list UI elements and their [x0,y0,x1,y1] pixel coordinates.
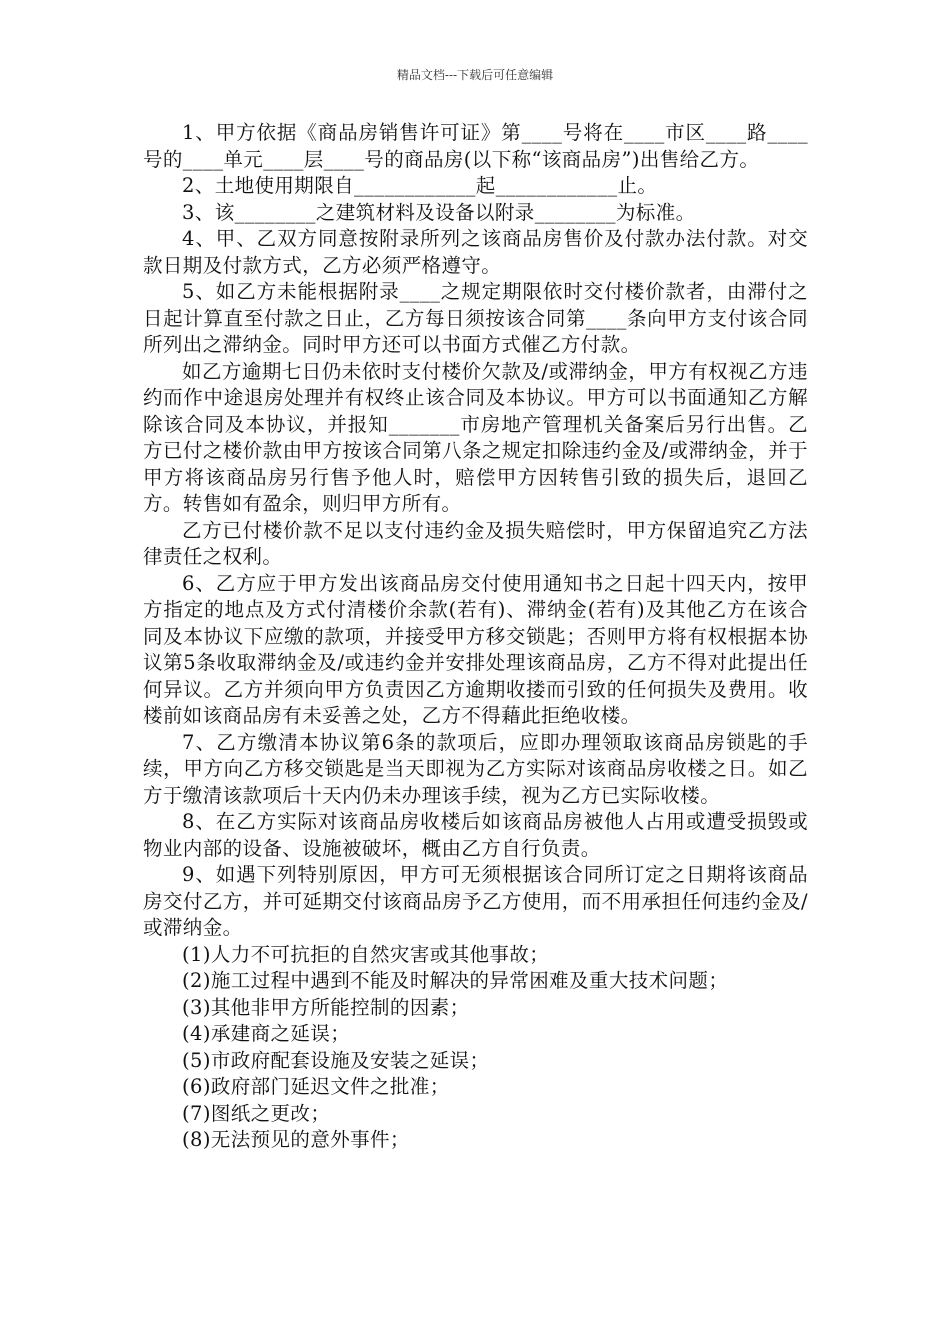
list-item-8: (8)无法预见的意外事件； [182,1128,410,1151]
clause-5-paragraph-2: 如乙方逾期七日仍未依时支付楼价欠款及/或滞纳金，甲方有权视乙方违约而作中途退房处理并有权终止该合同及本协议。甲方可以书面通知乙方解除该合同及本协议，并报知_______市房地产管理机关备案后另行出售。乙方已付之楼价款由甲方按该合同第八条之规定扣除违约金及/或滞纳金，并于甲方将该商品房另行售予他人时，赔偿甲方因转售引致的损失后，退回乙方。转售如有盈余，则归甲方所有。 [143,359,808,515]
list-item-1: (1)人力不可抗拒的自然灾害或其他事故； [182,942,550,966]
page-header: 精品文档---下载后可任意编辑 [396,68,554,82]
list-item-2: (2)施工过程中遇到不能及时解决的异常困难及重大技术问题； [182,969,729,992]
clause-5-paragraph-3: 乙方已付楼价款不足以支付违约金及损失赔偿时，甲方保留追究乙方法律责任之权利。 [143,518,808,568]
list-item-3: (3)其他非甲方所能控制的因素； [182,995,470,1019]
document-body [143,120,808,1154]
clause-8: 8、在乙方实际对该商品房收楼后如该商品房被他人占用或遭受损毁或物业内部的设备、设施被破坏，概由乙方自行负责。 [143,810,808,860]
clause-9: 9、如遇下列特别原因，甲方可无须根据该合同所订定之日期将该商品房交付乙方，并可延期交付该商品房予乙方使用，而不用承担任何违约金及/或滞纳金。 [143,863,808,939]
list-item-6: (6)政府部门延迟文件之批准； [182,1075,450,1098]
clause-7: 7、乙方缴清本协议第6条的款项后，应即办理领取该商品房锁匙的手续，甲方向乙方移交锁匙是当天即视为乙方实际对该商品房收楼之日。如乙方于缴清该款项后十天内仍未办理该手续，视为乙方已实际收楼。 [143,730,808,807]
clause-2: 2、土地使用期限自____________起____________止。 [182,174,658,197]
clause-4: 4、甲、乙双方同意按附录所列之该商品房售价及付款办法付款。对交款日期及付款方式，乙方必须严格遵守。 [143,227,808,277]
clause-3: 3、该________之建筑材料及设备以附录________为标准。 [182,200,696,224]
clause-5: 5、如乙方未能根据附录____之规定期限依时交付楼价款者，由滞付之日起计算直至付款之日止，乙方每日须按该合同第____条向甲方支付该合同所列出之滞纳金。同时甲方还可以书面方式催乙方付款。 [143,280,808,356]
clause-1: 1、甲方依据《商品房销售许可证》第____号将在____市区____路____号的____单元____层____号的商品房(以下称“该商品房”)出售给乙方。 [143,121,808,171]
list-item-5: (5)市政府配套设施及安装之延误； [182,1048,490,1072]
clause-6: 6、乙方应于甲方发出该商品房交付使用通知书之日起十四天内，按甲方指定的地点及方式付清楼价余款(若有)、滞纳金(若有)及其他乙方在该合同及本协议下应缴的款项，并接受甲方移交锁匙；否则甲方将有权根据本协议第5条收取滞纳金及/或违约金并安排处理该商品房，乙方不得对此提出任何异议。乙方并须向甲方负责因乙方逾期收搂而引致的任何损失及费用。收楼前如该商品房有未妥善之处，乙方不得藉此拒绝收楼。 [143,571,808,727]
list-item-4: (4)承建商之延误； [182,1022,351,1045]
list-item-7: (7)图纸之更改； [182,1101,331,1125]
